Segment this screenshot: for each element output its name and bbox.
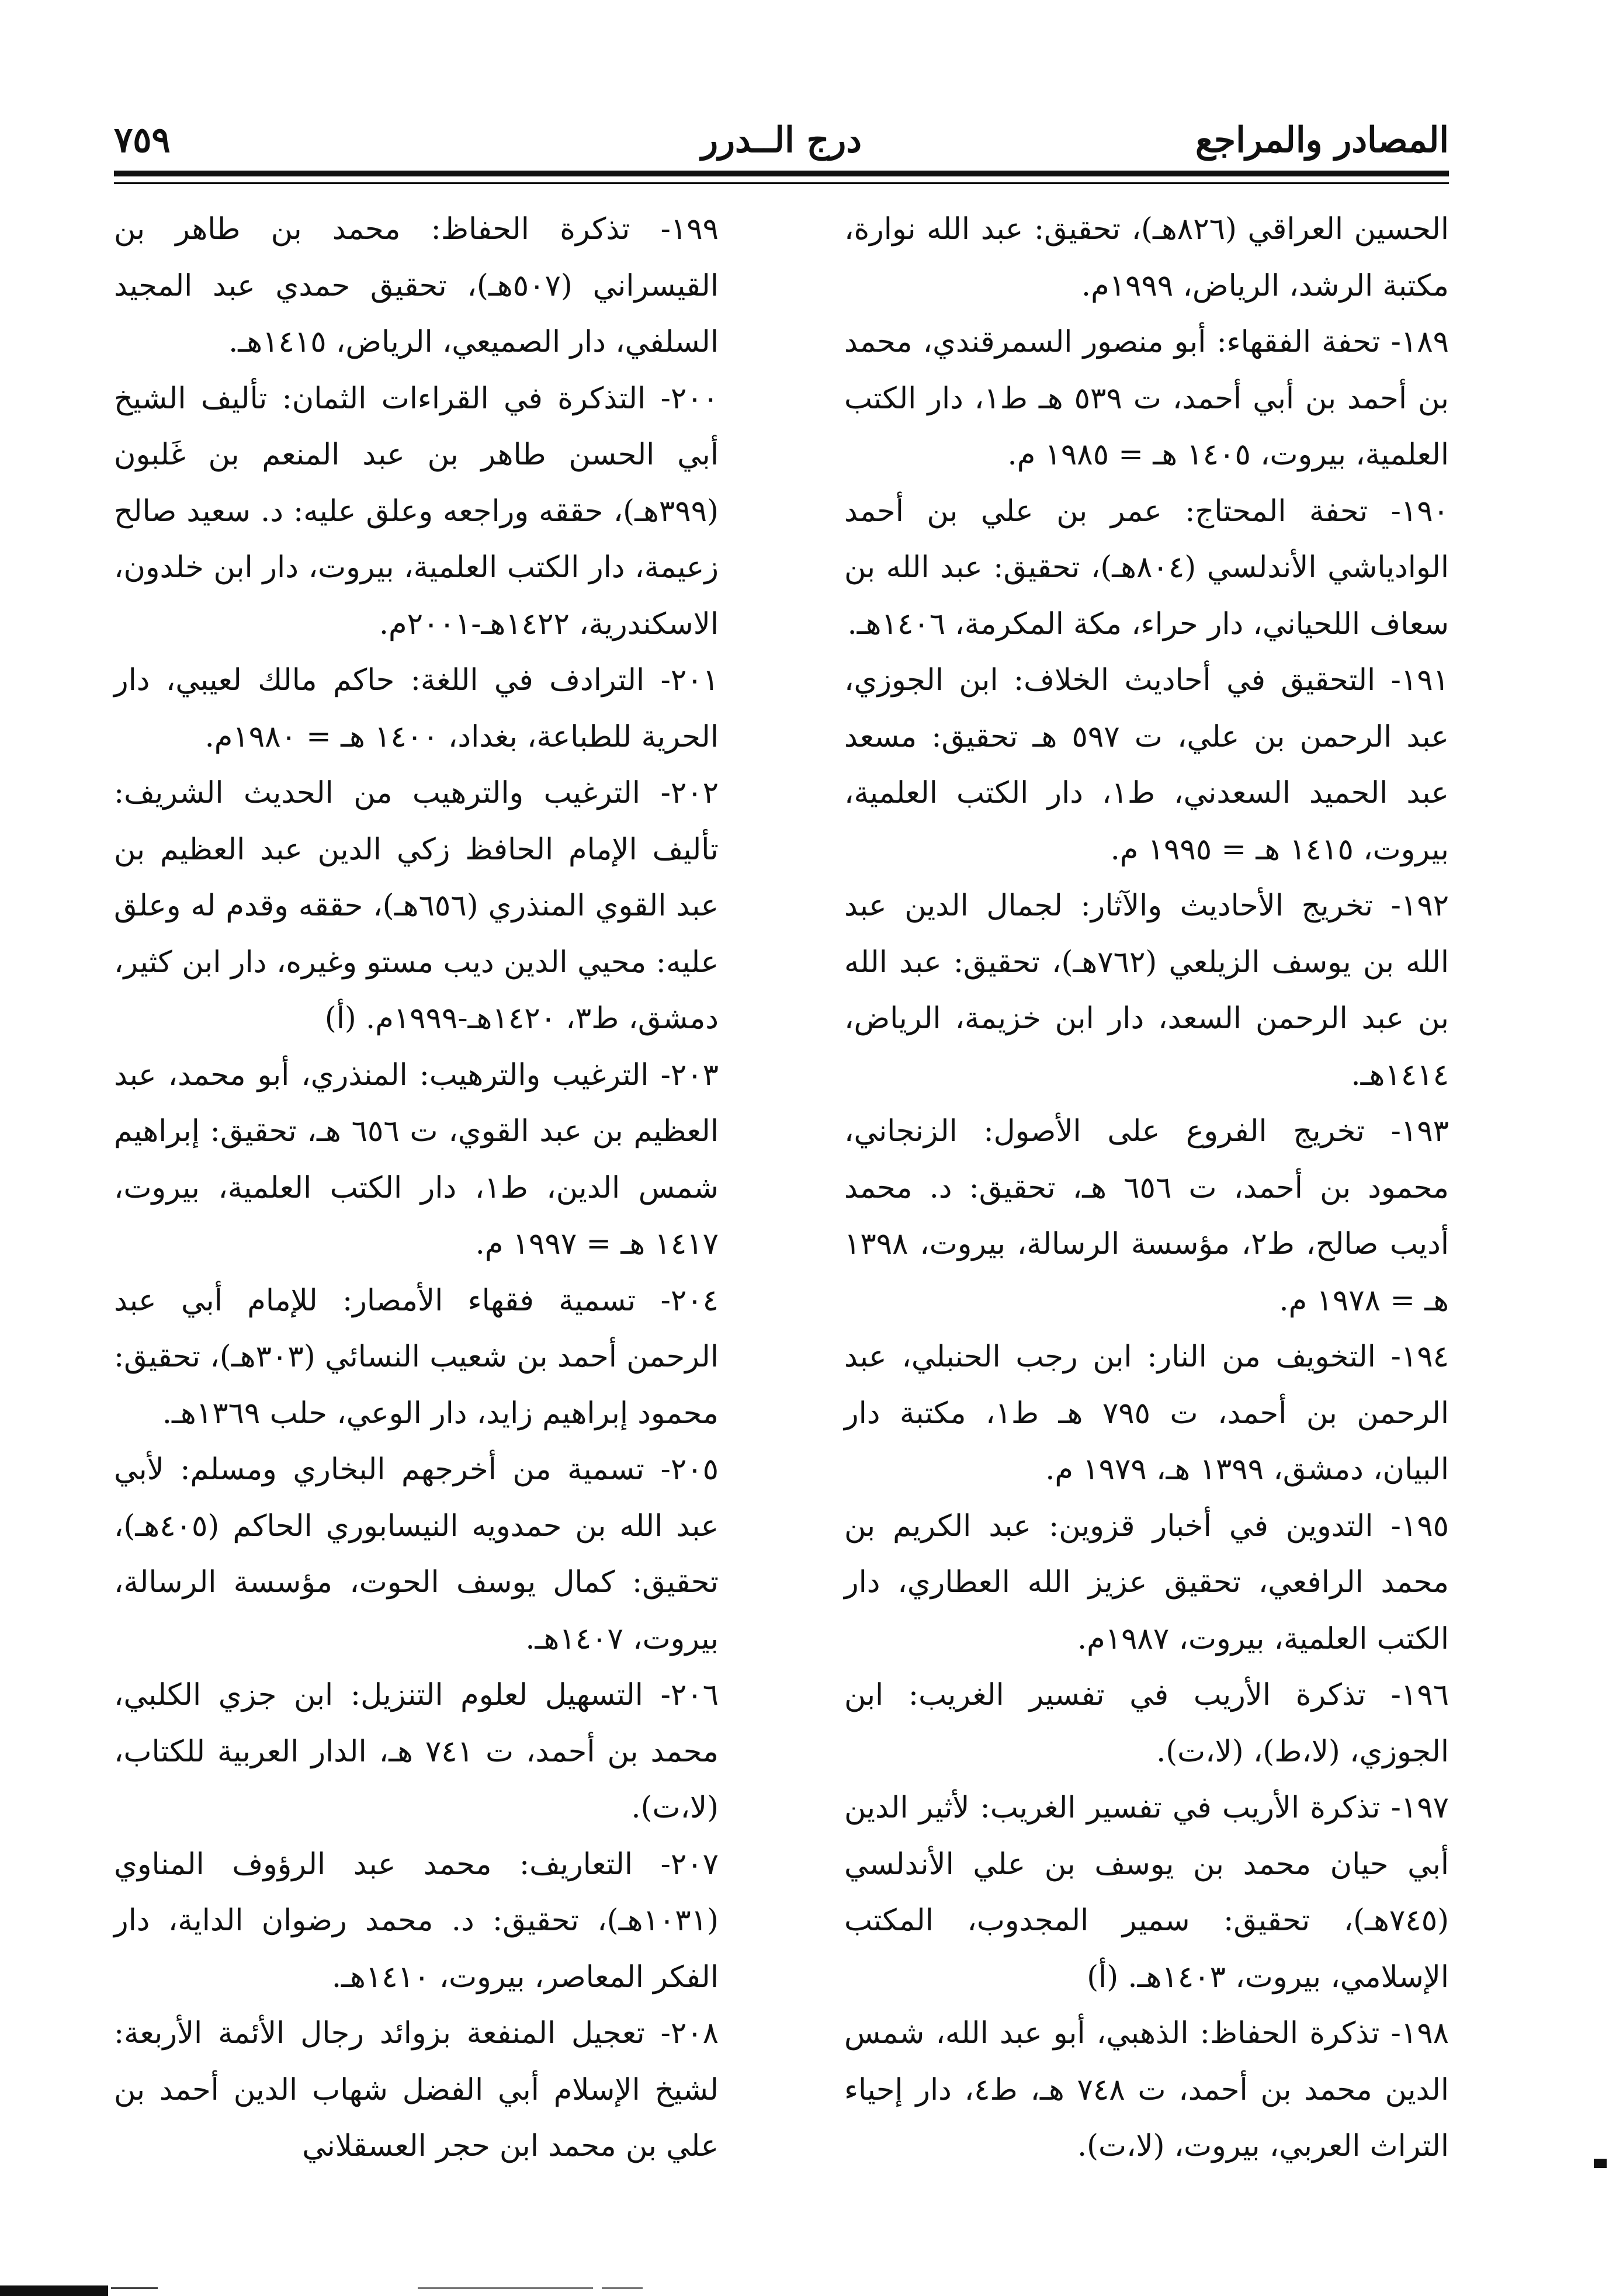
bibliography-entry: الحسين العراقي (٨٢٦هـ)، تحقيق: عبد الله نوارة، مكتبة الرشد، الرياض، ١٩٩٩م. xyxy=(844,212,1449,303)
page-number: ٧٥٩ xyxy=(114,120,171,161)
bibliography-entry: ٢٠٥- تسمية من أخرجهم البخاري ومسلم: لأبي عبد الله بن حمدويه النيسابوري الحاكم (٤٠٥هـ)، تحقيق: كمال يوسف الحوت، مؤسسة الرسالة، بيروت، ١٤٠٧هـ. xyxy=(114,1452,719,1656)
bibliography-entry: ٢٠٣- الترغيب والترهيب: المنذري، أبو محمد، عبد العظيم بن عبد القوي، ت ٦٥٦ هـ، تحقيق: إبراهيم شمس الدين، ط١، دار الكتب العلمية، بيروت، ١٤١٧ هـ = ١٩٩٧ م. xyxy=(114,1057,719,1261)
scan-edge-line xyxy=(602,2287,643,2289)
bibliography-entry: ٢٠٠- التذكرة في القراءات الثمان: تأليف الشيخ أبي الحسن طاهر بن عبد المنعم بن غَلبون (٣٩٩هـ)، حققه وراجعه وعلق عليه: د. سعيد صالح زعيمة، دار الكتب العلمية، بيروت، دار ابن خلدون، الاسكندرية، ١٤٢٢هـ-٢٠٠١م. xyxy=(114,381,719,641)
scan-edge-line xyxy=(418,2287,593,2289)
bibliography-entry: ١٨٩- تحفة الفقهاء: أبو منصور السمرقندي، محمد بن أحمد بن أبي أحمد، ت ٥٣٩ هـ ط١، دار الكتب العلمية، بيروت، ١٤٠٥ هـ = ١٩٨٥ م. xyxy=(844,325,1449,472)
running-title: درج الــدرر xyxy=(701,120,862,161)
scan-edge-mark xyxy=(0,2285,108,2296)
bibliography-entry: ١٩٣- تخريج الفروع على الأصول: الزنجاني، محمود بن أحمد، ت ٦٥٦ هـ، تحقيق: د. محمد أديب صالح، ط٢، مؤسسة الرسالة، بيروت، ١٣٩٨ هـ = ١٩٧٨ م. xyxy=(844,1114,1449,1318)
section-title: المصادر والمراجع xyxy=(1195,120,1449,161)
left-column xyxy=(114,202,719,2163)
header-rule-thin xyxy=(114,182,1449,184)
right-column xyxy=(844,202,1449,2163)
bibliography-entry: ٢٠٧- التعاريف: محمد عبد الرؤوف المناوي (١٠٣١هـ)، تحقيق: د. محمد رضوان الداية، دار الفكر المعاصر، بيروت، ١٤١٠هـ. xyxy=(114,1847,719,1995)
bibliography-entry: ٢٠٤- تسمية فقهاء الأمصار: للإمام أبي عبد الرحمن أحمد بن شعيب النسائي (٣٠٣هـ)، تحقيق: محمود إبراهيم زايد، دار الوعي، حلب ١٣٦٩هـ. xyxy=(114,1283,719,1431)
scan-edge-line xyxy=(111,2287,158,2289)
bibliography-entry: ٢٠٦- التسهيل لعلوم التنزيل: ابن جزي الكلبي، محمد بن أحمد، ت ٧٤١ هـ، الدار العربية للكتاب، (لا،ت). xyxy=(114,1678,719,1825)
bibliography-entry: ١٩٥- التدوين في أخبار قزوين: عبد الكريم بن محمد الرافعي، تحقيق عزيز الله العطاري، دار الكتب العلمية، بيروت، ١٩٨٧م. xyxy=(844,1508,1449,1656)
bibliography-entry: ١٩٤- التخويف من النار: ابن رجب الحنبلي، عبد الرحمن بن أحمد، ت ٧٩٥ هـ ط١، مكتبة دار البيان، دمشق، ١٣٩٩ هـ، ١٩٧٩ م. xyxy=(844,1340,1449,1487)
bibliography-entry: ١٩٩- تذكرة الحفاظ: محمد بن طاهر بن القيسراني (٥٠٧هـ)، تحقيق حمدي عبد المجيد السلفي، دار الصميعي، الرياض، ١٤١٥هـ. xyxy=(114,212,719,359)
bibliography-entry: ١٩٧- تذكرة الأريب في تفسير الغريب: لأثير الدين أبي حيان محمد بن يوسف بن علي الأندلسي (٧٤٥هـ)، تحقيق: سمير المجدوب، المكتب الإسلامي، بيروت، ١٤٠٣هـ. (أ) xyxy=(844,1791,1449,1995)
bibliography-entry: ٢٠١- الترادف في اللغة: حاكم مالك لعيبي، دار الحرية للطباعة، بغداد، ١٤٠٠ هـ = ١٩٨٠م. xyxy=(114,663,719,754)
header-rule-thick xyxy=(114,171,1449,176)
bibliography-entry: ٢٠٢- الترغيب والترهيب من الحديث الشريف: تأليف الإمام الحافظ زكي الدين عبد العظيم بن عبد القوي المنذري (٦٥٦هـ)، حققه وقدم له وعلق عليه: محيي الدين ديب مستو وغيره، دار ابن كثير، دمشق، ط٣، ١٤٢٠هـ-١٩٩٩م. (أ) xyxy=(114,776,719,1036)
bibliography-entry: ١٩٦- تذكرة الأريب في تفسير الغريب: ابن الجوزي، (لا،ط)، (لا،ت). xyxy=(844,1678,1449,1769)
bibliography-entry: ١٩٢- تخريج الأحاديث والآثار: لجمال الدين عبد الله بن يوسف الزيلعي (٧٦٢هـ)، تحقيق: عبد الله بن عبد الرحمن السعد، دار ابن خزيمة، الرياض، ١٤١٤هـ. xyxy=(844,889,1449,1092)
scan-mark xyxy=(1594,2159,1607,2168)
page-header xyxy=(114,114,1449,169)
bibliography-entry: ١٩٠- تحفة المحتاج: عمر بن علي بن أحمد الوادياشي الأندلسي (٨٠٤هـ)، تحقيق: عبد الله بن سعاف اللحياني، دار حراء، مكة المكرمة، ١٤٠٦هـ. xyxy=(844,494,1449,641)
bibliography-entry: ١٩٨- تذكرة الحفاظ: الذهبي، أبو عبد الله، شمس الدين محمد بن أحمد، ت ٧٤٨ هـ، ط٤، دار إحياء التراث العربي، بيروت، (لا،ت). xyxy=(844,2016,1449,2163)
bibliography-entry: ١٩١- التحقيق في أحاديث الخلاف: ابن الجوزي، عبد الرحمن بن علي، ت ٥٩٧ هـ تحقيق: مسعد عبد الحميد السعدني، ط١، دار الكتب العلمية، بيروت، ١٤١٥ هـ = ١٩٩٥ م. xyxy=(844,663,1449,867)
bibliography-entry: ٢٠٨- تعجيل المنفعة بزوائد رجال الأئمة الأربعة: لشيخ الإسلام أبي الفضل شهاب الدين أحمد بن علي بن محمد ابن حجر العسقلاني xyxy=(114,2016,719,2163)
